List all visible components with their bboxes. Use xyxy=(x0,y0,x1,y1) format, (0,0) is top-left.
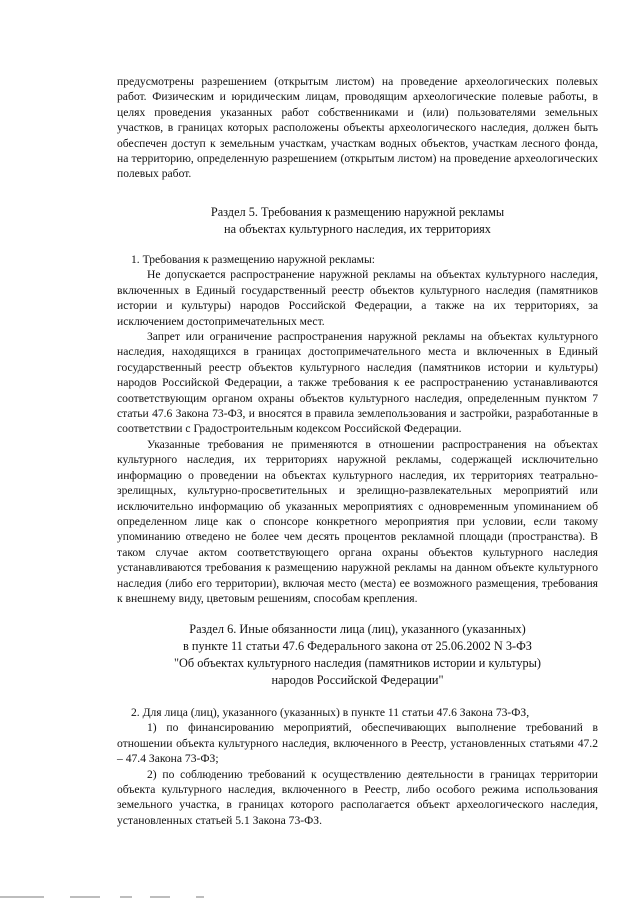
section-6-subitem-2: 2) по соблюдению требований к осуществлению деятельности в границах территории объекта культурного наследия, включенного в Реестр, либо особого режима использования земельного участка, в границах которого располагается объект археологического наследия, установленных статьей 5.1 Закона 73-ФЗ. xyxy=(117,767,598,827)
section-5-paragraph-1: Не допускается распространение наружной рекламы на объектах культурного наследия, включенных в Единый государственный реестр объектов культурного наследия (памятников истории и культуры) народов Российской Федерации, а также на их территориях, за исключением достопримечательных мест. xyxy=(117,268,598,328)
section-6-item-2-heading: 2. Для лица (лиц), указанного (указанных) в пункте 11 статьи 47.6 Закона 73-ФЗ, xyxy=(131,706,530,719)
section-6-title-line3: "Об объектах культурного наследия (памятников истории и культуры) xyxy=(173,656,541,670)
section-5-item-1-heading: 1. Требования к размещению наружной рекламы: xyxy=(131,253,376,266)
section-6-subitem-1: 1) по финансированию мероприятий, обеспечивающих выполнение требований в отношении объекта культурного наследия, включенного в Реестр, установленных статьями 47.2 – 47.4 Закона 73-ФЗ; xyxy=(117,721,598,766)
section-5-heading xyxy=(117,204,598,238)
section-5-paragraph-2: Запрет или ограничение распространения наружной рекламы на объектах культурного наследия, находящихся в границах достопримечательного места и включенных в Единый государственный реестр объектов культурного наследия (памятников истории и культуры) народов Российской Федерации, а также требования к ее распространению устанавливаются соответствующим органом охраны объектов культурного наследия, определенным пунктом 7 статьи 47.6 Закона 73-ФЗ, и вносятся в правила землепользования и застройки, разработанные в соответствии с Градостроительным кодексом Российской Федерации. xyxy=(117,330,598,436)
section-6-body xyxy=(117,705,598,828)
intro-paragraph: предусмотрены разрешением (открытым листом) на проведение археологических полевых работ. Физическим и юридическим лицам, проводящим археологические полевые работы, в целях проведения указанных работ собственниками и (или) пользователями земельных участков, в границах которых расположены объекты археологического наследия, должен быть обеспечен доступ к земельным участкам, участкам водных объектов, участкам лесного фонда, на территорию, определенную разрешением (открытым листом) на проведение археологических полевых работ. xyxy=(117,75,598,181)
section-5-body xyxy=(117,252,598,606)
section-5-title-line2: на объектах культурного наследия, их территориях xyxy=(224,222,491,236)
section-6-heading xyxy=(117,621,598,689)
intro-section xyxy=(117,74,598,182)
section-5-paragraph-3: Указанные требования не применяются в отношении распространения на объектах культурного наследия, их территориях наружной рекламы, содержащей исключительно информацию о проведении на объектах культурного наследия, их территориях театрально-зрелищных, культурно-просветительных и зрелищно-развлекательных мероприятий или исключительно информацию об указанных мероприятиях с одновременным упоминанием об определенном лице как о спонсоре конкретного мероприятия при условии, если такому упоминанию отведено не более чем десять процентов рекламной площади (пространства). В таком случае актом соответствующего органа охраны объектов культурного наследия устанавливаются требования к размещению наружной рекламы на данном объекте культурного наследия (либо его территории), включая место (места) ее возможного размещения, требования к внешнему виду, цветовым решениям, способам крепления. xyxy=(117,437,598,605)
section-6-title-line2: в пункте 11 статьи 47.6 Федерального закона от 25.06.2002 N 3-ФЗ xyxy=(183,639,532,653)
section-6-title-line4: народов Российской Федерации" xyxy=(271,673,444,687)
scan-bottom-artifacts xyxy=(0,892,640,905)
section-5-title-line1: Раздел 5. Требования к размещению наружной рекламы xyxy=(210,205,505,219)
section-6-title-line1: Раздел 6. Иные обязанности лица (лиц), указанного (указанных) xyxy=(189,622,526,636)
